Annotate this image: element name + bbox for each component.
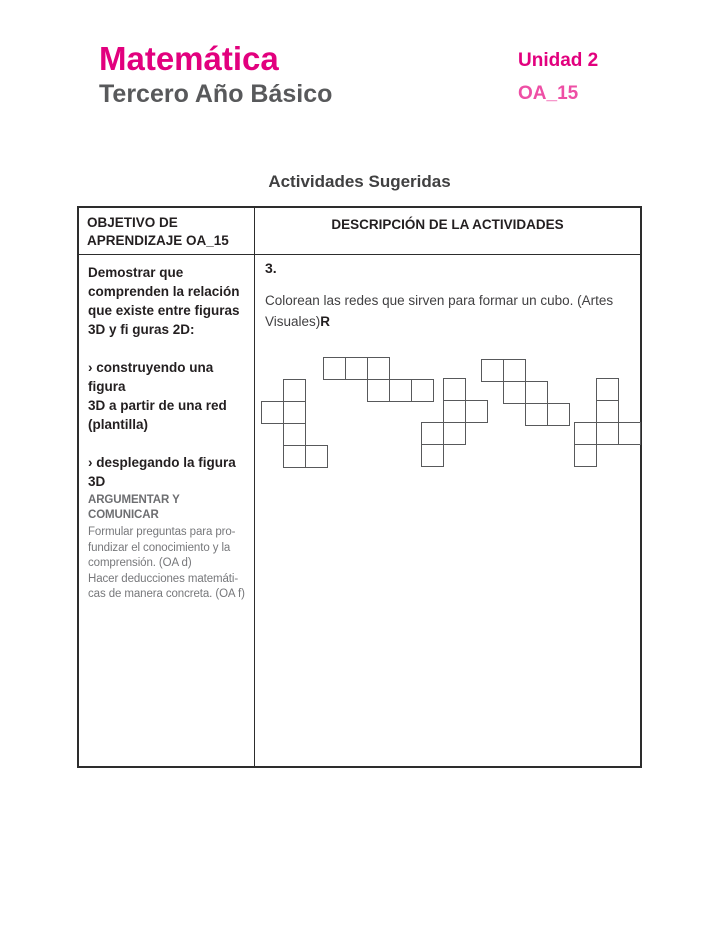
objective-header-label: OBJETIVO DE APRENDIZAJE OA_15: [87, 215, 229, 248]
course-level: Tercero Año Básico: [99, 79, 333, 108]
objective-cell: [79, 255, 255, 766]
note-body: Formular preguntas para pro- fundizar el conocimiento y la comprensión. (OA d) Hacer deducciones matemáti- cas de manera concreta. (OA f): [88, 526, 245, 600]
objective-intro: Demostrar que comprenden la relación que existe entre figuras 3D y fi guras 2D:: [88, 265, 240, 337]
section-title: Actividades Sugeridas: [268, 172, 451, 191]
unit-label: Unidad 2: [518, 50, 599, 71]
description-header-cell: [255, 208, 640, 254]
page-header-brand: [99, 42, 332, 109]
activities-table: [77, 206, 642, 768]
objective-header-cell: [79, 208, 255, 254]
activity-reference-marker: R: [320, 314, 331, 329]
objective-text-block: [79, 255, 254, 491]
activity-cell: [255, 255, 640, 766]
table-header-row: [79, 208, 640, 255]
activity-number: 3.: [265, 260, 277, 276]
activity-text: Colorean las redes que sirven para formar un cubo. (Artes Visuales): [265, 293, 614, 329]
note-heading: ARGUMENTAR Y COMUNICAR: [88, 494, 180, 521]
table-body-row: [79, 255, 640, 766]
objective-bullet-2: › desplegando la figura 3D: [88, 455, 236, 489]
activity-block: [255, 255, 640, 332]
objective-bullet-1: › construyendo una figura 3D a partir de una red (plantilla): [88, 360, 227, 432]
argue-communicate-note: [88, 493, 248, 603]
oa-label: OA_15: [518, 83, 579, 104]
unit-block: [518, 50, 598, 105]
course-title: Matemática: [99, 40, 279, 77]
activity-description: [265, 290, 628, 332]
description-header-label: DESCRIPCIÓN DE LA ACTIVIDADES: [331, 217, 564, 232]
